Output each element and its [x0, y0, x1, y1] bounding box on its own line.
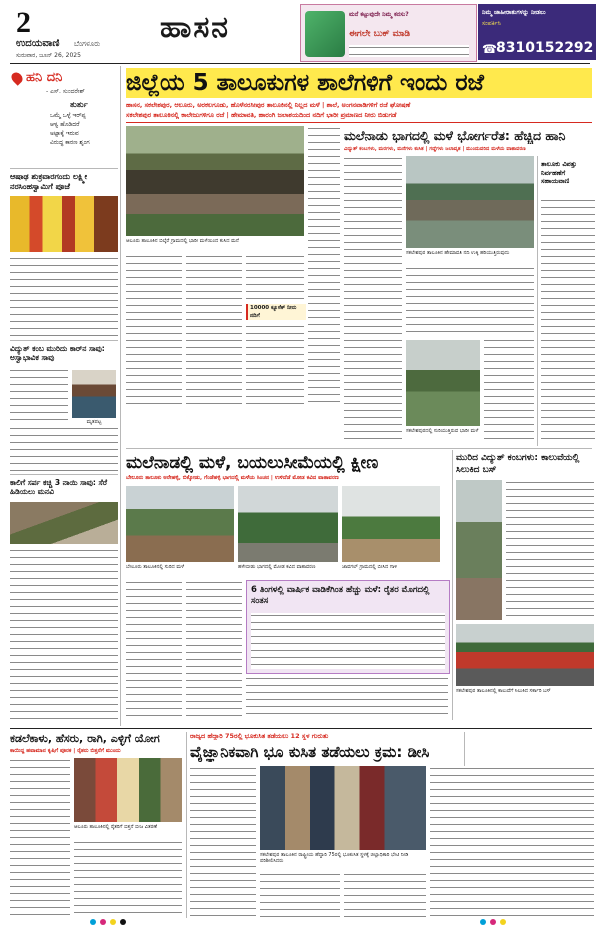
story3-photo	[10, 502, 118, 544]
story1-photo	[10, 196, 118, 252]
lead-subheadline-2: ಸಕಲೇಶಪುರ ತಾಲೂಕಿನಲ್ಲಿ ಕಾಲೇಜುಗಳಿಗೂ ರಜೆ | ಹೇಮಾವತಿ, ಹಾರಂಗಿ ಜಲಾಶಯದಿಂದ ನದಿಗೆ ಭಾರೀ ಪ್ರಮಾಣದ ನೀರು ಬಿಡುಗಡೆ	[126, 111, 397, 119]
right-divider	[537, 156, 538, 446]
second-photo-3	[342, 486, 440, 562]
poem-title: ತುರ್ತು	[70, 100, 88, 109]
reg-dot-c	[90, 919, 96, 925]
ad-banner-classified[interactable]	[478, 4, 596, 60]
edition: ಬೆಂಗಳೂರು	[74, 40, 101, 48]
bus-headline: ಮುರಿದ ವಿದ್ಯುತ್ ಕಂಬಗಳು: ಕಾಲುವೆಯಲ್ಲಿ ಸಿಲುಕಿದ ಬಸ್	[456, 453, 580, 475]
lead-rule	[126, 122, 592, 123]
ad2-line1: ನಿಮ್ಮ ಜಾಹೀರಾತುಗಳನ್ನು ನೀಡಲು	[482, 9, 546, 16]
story3-title: ಕಾಲಿಗೆ ಸರ್ಪ ಕಚ್ಚಿ 3 ನಾಯಿ ಸಾವು: ಸೆರೆ ಹಿಡಿಯಲು ಮನವಿ	[10, 478, 108, 496]
reg-dot-y2	[500, 919, 506, 925]
date-line: ಸುರುವಾರ, ಜೂನ್ 26, 2025	[16, 52, 81, 59]
lead-subheadline: ಹಾಸನ, ಸಕಲೇಶಪುರ, ಆಲೂರು, ಅರಕಲಗೂಡು, ಹೊಳೆನರಸೀಪುರ ತಾಲೂಕಿನಲ್ಲಿ ನಿಲ್ಲದ ಮಳೆ | ಶಾಲೆ, ಅಂಗನವಾಡಿಗಳಿಗೆ ರಜೆ ಘೋಷಣೆ	[126, 101, 411, 109]
mid-body-col	[308, 126, 340, 404]
ad1-line1: ಮನೆ ಕಟ್ಟುವುದೇ ನಿಮ್ಮ ಕನಸು?	[349, 11, 409, 18]
bottom-left-photo	[74, 758, 182, 822]
rain-data-headline: 6 ತಿಂಗಳಲ್ಲಿ ವಾರ್ಷಿಕ ವಾಡಿಕೆಗಿಂತ ಹೆಚ್ಚು ಮಳೆ: ರೈತರ ಮೊಗದಲ್ಲಿ ಸಂತಸ	[251, 585, 430, 606]
masthead-rule	[10, 63, 590, 64]
reg-dot-m	[100, 919, 106, 925]
paper-name: ಉದಯವಾಣಿ	[16, 38, 60, 49]
lead-headline: ಜಿಲ್ಲೆಯ 5 ತಾಲೂಕುಗಳ ಶಾಲೆಗಳಿಗೆ ಇಂದು ರಜೆ	[126, 68, 592, 98]
helpline-title: ತಾಲೂಕು ವಿಪತ್ತು ನಿರ್ವಹಣೆಗೆ ಸಹಾಯವಾಣಿ	[541, 160, 577, 185]
author: - ಎಸ್. ಸುಂದರೇಶ್	[46, 88, 85, 95]
bus-photo-top	[456, 480, 502, 620]
rain-data-extra	[246, 676, 448, 720]
story2-photo	[72, 370, 116, 418]
bus-divider	[452, 450, 453, 720]
story2-body	[10, 368, 68, 422]
lead-photo-caption: ಆಲೂರು ತಾಲೂಕಿನ ಬಿಲ್ಕೆರೆ ಗ್ರಾಮದಲ್ಲಿ ಭಾರೀ ಮಳೆಯಿಂದ ಕುಸಿದ ಮನೆ	[126, 238, 239, 244]
malnad-body-col1	[344, 156, 402, 334]
left-rule-2	[10, 340, 118, 341]
bottom-mid-body-col3	[344, 872, 426, 918]
second-caption-3: ಜಾವಗಲ್ ಗ್ರಾಮದಲ್ಲಿ ಬೀಸಿದ ಗಾಳಿ	[342, 564, 398, 570]
bottom-mid-photo	[260, 766, 426, 850]
malnad-body-col4	[484, 338, 534, 444]
story2-person: ಮೃತಪಟ್ಟ	[86, 419, 102, 425]
malnad-inner-photo	[406, 340, 480, 426]
ad2-line2: ಸಂಪರ್ಕಿಸಿ	[482, 20, 501, 27]
phone-graphic	[305, 11, 345, 57]
bottom-mid-body-col1	[190, 766, 256, 918]
rain-data-box	[246, 580, 450, 674]
ad1-body	[349, 45, 469, 57]
second-rule	[126, 448, 592, 449]
second-body-col1	[126, 580, 182, 720]
phone-icon: ☎	[482, 42, 497, 56]
reg-dot-y	[110, 919, 116, 925]
bottom-left-subheadline: ಕಾಯಿದ್ದ ಹವಾಮಾನ ಕೃಷಿಗೆ ಪೂರಕ | ರೈತರು ಬಿತ್ತನೆಗೆ ಮುಂದು	[10, 748, 121, 754]
bus-photo	[456, 624, 594, 686]
rain-stat-label: 10000 ಕ್ಯೂಸೆಕ್ ನೀರು ನದಿಗೆ	[250, 305, 297, 319]
bottom-mid-body-col2	[260, 872, 340, 918]
bottom-left-body-col2	[74, 840, 182, 918]
left-column	[10, 66, 118, 726]
reg-dot-m2	[490, 919, 496, 925]
second-body-col2	[186, 580, 242, 720]
poem-box	[10, 100, 118, 166]
lead-body-col1	[126, 254, 182, 404]
malnad-photo	[406, 156, 534, 248]
malnad-headline: ಮಲೆನಾಡು ಭಾಗದಲ್ಲಿ ಮಳೆ ಭೋರ್ಗರೆತ: ಹೆಚ್ಚಿದ ಹಾನಿ	[344, 128, 566, 143]
ad2-phone: 8310152292	[496, 40, 594, 56]
helpline-body	[541, 198, 595, 444]
left-rule-3	[10, 474, 118, 475]
section-name: ಹಾಸನ	[160, 10, 230, 45]
second-headline: ಮಲೆನಾಡಲ್ಲಿ ಮಳೆ, ಬಯಲುಸೀಮೆಯಲ್ಲಿ ಕ್ಷೀಣ	[126, 453, 379, 473]
story2-title: ವಿದ್ಯುತ್ ಕಂಬ ಮುರಿದು ಕಾರ್‌ನ ಸಾವು: ಅಸ್ವಾಭಾವಿಕ ಸಾವು	[10, 344, 105, 362]
left-divider	[120, 66, 121, 726]
bottom-mid-caption: ಸಕಲೇಶಪುರ ತಾಲೂಕಿನ ರಾಷ್ಟ್ರೀಯ ಹೆದ್ದಾರಿ 75ರಲ್ಲಿ ಭೂಕುಸಿತ ಸ್ಥಳಕ್ಕೆ ಜಿಲ್ಲಾಧಿಕಾರಿ ಭೇಟಿ ನೀಡಿ ಪರಿಶೀಲಿಸಿದರು	[260, 852, 409, 864]
bottom-left-body-col1	[10, 758, 70, 918]
bottom-right-body	[430, 766, 594, 918]
ad-banner-home[interactable]	[300, 4, 477, 62]
second-photo-1	[126, 486, 234, 562]
bottom-divider-1	[186, 732, 187, 918]
malnad-body-col2	[406, 266, 534, 334]
lead-body-col2	[186, 254, 242, 404]
poem-line-2: ಆಳ್ವ ಹೊಡಿದರೆ	[50, 121, 80, 128]
malnad-photo-caption: ಸಕಲೇಶಪುರ ತಾಲೂಕಿನ ಹೇಮಾವತಿ ನದಿ ಉಕ್ಕಿ ಹರಿಯುತ್ತಿರುವುದು	[406, 250, 510, 256]
poem-line-1: ಒಮ್ಮೆ ಒಳ್ಳೆ ಇರ್‌ಪ್ಪ	[50, 112, 86, 119]
brand-name: ಹನಿ ದನಿ	[26, 70, 63, 85]
reg-dot-k	[120, 919, 126, 925]
registration-marks	[90, 918, 510, 926]
bottom-mid-headline: ವೈಜ್ಞಾನಿಕವಾಗಿ ಭೂ ಕುಸಿತ ತಡೆಯಲು ಕ್ರಮ: ಡೀಸಿ	[190, 743, 430, 761]
bottom-rule	[10, 728, 592, 729]
page-number: 2	[16, 6, 31, 39]
bottom-mid-kicker: ರಾಜ್ಯದ ಹೆದ್ದಾರಿ 75ರಲ್ಲಿ ಭೂಕುಸಿತ ತಡೆಯಲು 12 ಸ್ಥಳ ಗುರುತು	[190, 732, 329, 740]
second-caption-2: ಹಳೇಬೀಡು ಭಾಗದಲ್ಲಿ ಮೋಡ ಕವಿದ ವಾತಾವರಣ	[238, 564, 316, 570]
second-subheadline: ಬೇಲೂರು ತಾಲೂಕು ಅರೇಹಳ್ಳಿ, ಬಿಕ್ಕೋಡು, ಗೆಂಡೆಹಳ್ಳಿ ಭಾಗದಲ್ಲಿ ಮಳೆಯ ಸಿಂಚನ | ಉಳಿದೆಡೆ ಮೋಡ ಕವಿದ ವಾತಾವರಣ	[126, 475, 339, 481]
malnad-subheadline: ವಿದ್ಯುತ್ ಕಂಬಗಳು, ಮರಗಳು, ಮನೆಗಳು ಕುಸಿತ | ಗದ್ದೆಗಳು ಜಲಾವೃತ | ಮುಂದುವರಿದ ಮಳೆಯ ವಾತಾವರಣ	[344, 146, 526, 152]
malnad-inner-caption: ಸಕಲೇಶಪುರದಲ್ಲಿ ಸುರಿಯುತ್ತಿರುವ ಭಾರೀ ಮಳೆ	[406, 428, 479, 434]
story1-body	[10, 256, 118, 336]
malnad-body-col3	[344, 338, 402, 444]
poem-line-4: ವಿರುದ್ಧ ಕಾರಣ ಶೃಂಗ	[50, 139, 90, 146]
story1-title: ಆಷಾಢ ಶುಕ್ರವಾರಗಂದು ಲಕ್ಷ್ಮೀ ನರಸಿಂಹಸ್ವಾಮಿಗೆ ಪೂಜೆ	[10, 172, 88, 191]
second-photo-2	[238, 486, 338, 562]
lead-photo	[126, 126, 304, 236]
bottom-left-headline: ಕಡಲೆಕಾಳು, ಹೆಸರು, ರಾಗಿ, ಎಳ್ಳಿಗೆ ಯೋಗ	[10, 732, 160, 745]
bottom-left-caption: ಆಲೂರು ತಾಲೂಕಿನಲ್ಲಿ ರೈತರಿಗೆ ಬಿತ್ತನೆ ಬೀಜ ವಿತರಣೆ	[74, 824, 157, 830]
bus-body	[506, 480, 594, 620]
ad1-line2: ಈಗಲೇ ಬುಕ್ ಮಾಡಿ	[349, 29, 411, 39]
second-caption-1: ಬೇಲೂರು ತಾಲೂಕಿನಲ್ಲಿ ಸುರಿದ ಮಳೆ	[126, 564, 185, 570]
rain-stat-box	[246, 304, 306, 320]
masthead	[0, 0, 600, 64]
story2-body-2	[10, 426, 118, 472]
drop-icon	[9, 70, 25, 86]
reg-dot-c2	[480, 919, 486, 925]
story3-body	[10, 548, 118, 724]
rain-data-body	[251, 613, 445, 669]
bus-caption: ಸಕಲೇಶಪುರ ತಾಲೂಕಿನಲ್ಲಿ ಕಾಲುವೆಗೆ ಸಿಲುಕಿದ ಸರ್ಕಾರಿ ಬಸ್	[456, 688, 551, 694]
brand-row	[10, 68, 118, 88]
poem-line-3: ಅಟ್ಟಾಕ್ಕೆ ಇರುವ	[50, 130, 79, 137]
left-rule-1	[10, 168, 118, 169]
lead-body-col3	[246, 254, 304, 404]
